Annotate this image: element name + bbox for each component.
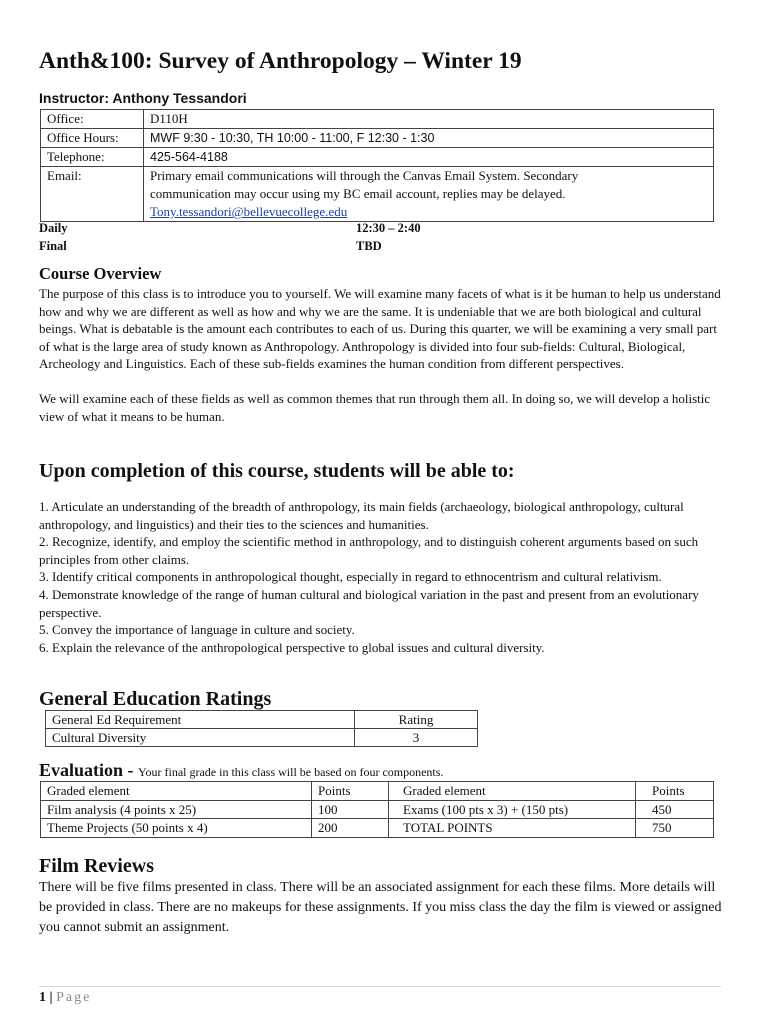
- eval-col-points-1: Points: [312, 782, 389, 801]
- table-row: [41, 819, 714, 838]
- table-row: [46, 711, 478, 729]
- instructor-info-table: [40, 109, 714, 222]
- daily-time: 12:30 – 2:40: [356, 221, 421, 235]
- overview-paragraph-2: We will examine each of these fields as well as common themes that run through them all. In doing so, we will develop a holistic view of what it means to be human.: [39, 390, 711, 424]
- eval-element: TOTAL POINTS: [389, 819, 636, 838]
- page-title: Anth&100: Survey of Anthropology – Winter 19: [39, 48, 522, 74]
- list-item: 5. Convey the importance of language in culture and society.: [39, 622, 355, 638]
- gen-ed-col-rating: Rating: [355, 711, 478, 729]
- final-label: Final: [39, 239, 67, 253]
- page-number: 1: [39, 990, 46, 1005]
- evaluation-header: [39, 760, 443, 781]
- telephone-value: 425-564-4188: [144, 148, 714, 167]
- film-reviews-heading: Film Reviews: [39, 855, 154, 877]
- eval-points: 100: [312, 800, 389, 819]
- table-row: [41, 167, 714, 222]
- footer-divider: [39, 986, 721, 987]
- eval-col-element-1: Graded element: [41, 782, 312, 801]
- outcomes-heading: Upon completion of this course, students will be able to:: [39, 460, 515, 482]
- list-item: 4. Demonstrate knowledge of the range of human cultural and biological variation in the past and present from an evolutionary perspective.: [39, 586, 699, 620]
- office-value: D110H: [144, 110, 714, 129]
- course-overview-heading: Course Overview: [39, 264, 162, 283]
- email-note-line-1: Primary email communications will through the Canvas Email System. Secondary: [150, 168, 579, 183]
- gen-ed-requirement: Cultural Diversity: [46, 729, 355, 747]
- office-hours-label: Office Hours:: [41, 129, 144, 148]
- overview-paragraph-1: The purpose of this class is to introduce you to yourself. We will examine many facets of what is it be human to help us understand how and why we are different as well as how and why we are the same. It is undeniable that we are both biological and cultural beings. What is debatable is the amount each contributes to each of us. During this quarter, we will be examining a very small part of what is the large area of study known as Anthropology. Anthropology is divided into four sub-fields: Cultural, Biological, Archeology and Linguistics. Each of these sub-fields examines the human condition from different perspectives.: [39, 286, 721, 372]
- list-item: 2. Recognize, identify, and employ the scientific method in anthropology, and to distinguish coherent arguments based on such principles from other claims.: [39, 534, 699, 567]
- eval-col-points-2: Points: [636, 782, 714, 801]
- evaluation-intro: Your final grade in this class will be based on four components.: [138, 765, 444, 779]
- table-row: [41, 800, 714, 819]
- email-link[interactable]: Tony.tessandori@bellevuecollege.edu: [150, 204, 348, 219]
- gen-ed-rating: 3: [355, 729, 478, 747]
- list-item: 3. Identify critical components in anthropological thought, especially in regard to ethnocentrism and cultural relativism.: [39, 569, 662, 585]
- eval-col-element-2: Graded element: [389, 782, 636, 801]
- email-label: Email:: [41, 167, 144, 222]
- eval-element: Theme Projects (50 points x 4): [41, 819, 312, 838]
- eval-points: 750: [636, 819, 714, 838]
- table-row: [41, 129, 714, 148]
- outcomes-list: [39, 498, 729, 656]
- email-note-line-2: communication may occur using my BC email account, replies may be delayed.: [150, 186, 566, 201]
- office-label: Office:: [41, 110, 144, 129]
- telephone-label: Telephone:: [41, 148, 144, 167]
- eval-element: Film analysis (4 points x 25): [41, 800, 312, 819]
- evaluation-heading: Evaluation: [39, 760, 124, 780]
- page-label: Page: [56, 990, 92, 1005]
- table-row: [46, 729, 478, 747]
- eval-points: 200: [312, 819, 389, 838]
- evaluation-table: [40, 781, 714, 838]
- final-time: TBD: [356, 239, 382, 253]
- list-item: 6. Explain the relevance of the anthropological perspective to global issues and cultural diversity.: [39, 639, 545, 655]
- email-value: [144, 167, 714, 222]
- list-item: 1. Articulate an understanding of the breadth of anthropology, its main fields (archaeology, biological anthropology, cultural anthropology, and linguistics) and their ties to the sciences and humanities.: [39, 499, 684, 532]
- instructor-name: Instructor: Anthony Tessandori: [39, 90, 247, 106]
- gen-ed-heading: General Education Ratings: [39, 688, 272, 710]
- table-row: [41, 148, 714, 167]
- gen-ed-table: [45, 710, 478, 747]
- evaluation-dash: -: [123, 760, 139, 780]
- table-row: [41, 110, 714, 129]
- eval-points: 450: [636, 800, 714, 819]
- course-overview-text: [39, 285, 729, 425]
- gen-ed-col-requirement: General Ed Requirement: [46, 711, 355, 729]
- page-footer: [39, 990, 91, 1006]
- eval-element: Exams (100 pts x 3) + (150 pts): [389, 800, 636, 819]
- footer-separator: |: [46, 990, 57, 1005]
- office-hours-value: MWF 9:30 - 10:30, TH 10:00 - 11:00, F 12:30 - 1:30: [144, 129, 714, 148]
- film-reviews-text: There will be five films presented in class. There will be an associated assignment for each these films. More details will be provided in class. There are no makeups for these assignments. If you miss class the day the film is viewed or assigned you cannot submit an assignment.: [39, 880, 722, 935]
- daily-label: Daily: [39, 221, 68, 235]
- table-row: [41, 782, 714, 801]
